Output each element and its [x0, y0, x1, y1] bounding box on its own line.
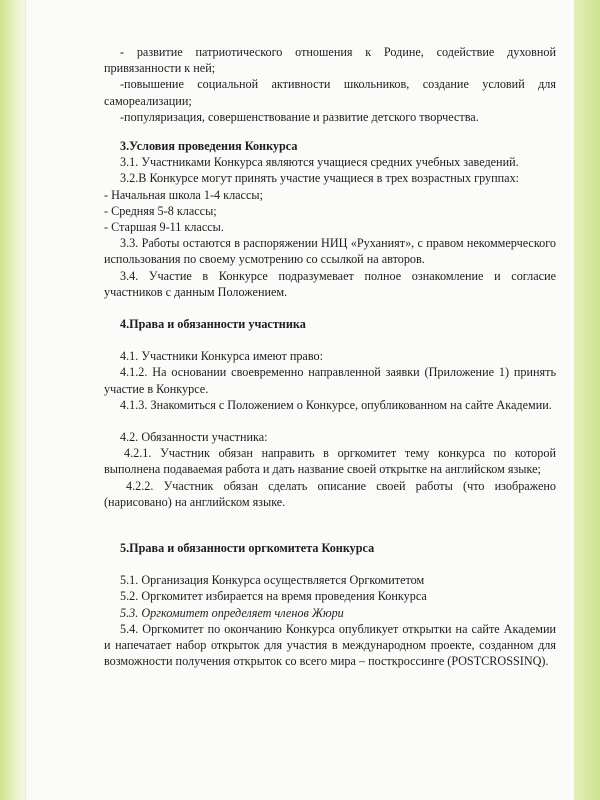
section-3-item: - Средняя 5-8 классы; [104, 203, 217, 218]
section-4-duties-item: 4.2.1. Участник обязан направить в оргкомитет тему конкурса по которой выполнена подаваемая работа и дать название своей открытке на английском языке; [104, 446, 556, 477]
section-4-rights-item: 4.1. Участники Конкурса имеют право: [120, 349, 323, 364]
section-3-item: 3.4. Участие в Конкурсе подразумевает полное ознакомление и согласие участников с данным Положением. [104, 268, 556, 299]
section-4-duties-item: 4.2.2. Участник обязан сделать описание своей работы (что изображено (нарисовано) на английском языке. [104, 478, 556, 509]
intro-line: -повышение социальной активности школьников, создание условий для самореализации; [104, 77, 556, 108]
document-body [104, 44, 556, 670]
section-3-item: 3.3. Работы остаются в распоряжении НИЦ «Руханият», с правом некоммерческого использования по своему усмотрению со ссылкой на авторов. [104, 236, 556, 267]
section-5-item: 5.1. Организация Конкурса осуществляется Оргкомитетом [120, 573, 425, 588]
intro-line: - развитие патриотического отношения к Родине, содействие духовной привязанности к ней; [104, 45, 556, 76]
section-5-heading: 5.Права и обязанности оргкомитета Конкурса [120, 541, 375, 556]
section-3-item: - Начальная школа 1-4 классы; [104, 187, 263, 202]
section-3-item: - Старшая 9-11 классы. [104, 220, 224, 235]
right-border-decoration [574, 0, 600, 800]
section-4-rights-item: 4.1.2. На основании своевременно направленной заявки (Приложение 1) принять участие в Конкурсе. [104, 365, 556, 396]
section-3-item: 3.2.В Конкурсе могут принять участие учащиеся в трех возрастных группах: [120, 171, 520, 186]
section-4-duties-item: 4.2. Обязанности участника: [120, 430, 268, 445]
document-page [26, 0, 578, 800]
section-4-heading: 4.Права и обязанности участника [120, 317, 306, 332]
section-3-item: 3.1. Участниками Конкурса являются учащиеся средних учебных заведений. [120, 155, 519, 170]
section-3-heading: 3.Условия проведения Конкурса [120, 139, 298, 154]
intro-line: -популяризация, совершенствование и развитие детского творчества. [120, 109, 479, 124]
section-5-item: 5.2. Оргкомитет избирается на время проведения Конкурса [120, 589, 427, 604]
section-5-item: 5.4. Оргкомитет по окончанию Конкурса опубликует открытки на сайте Академии и напечатает набор открыток для участия в международном проекте, созданном для возможности получения открыток со всего мира – посткроссинге (POSTCROSSINQ). [104, 621, 556, 669]
section-5-item: 5.3. Оргкомитет определяет членов Жюри [120, 605, 344, 620]
section-4-rights-item: 4.1.3. Знакомиться с Положением о Конкурсе, опубликованном на сайте Академии. [120, 397, 552, 412]
